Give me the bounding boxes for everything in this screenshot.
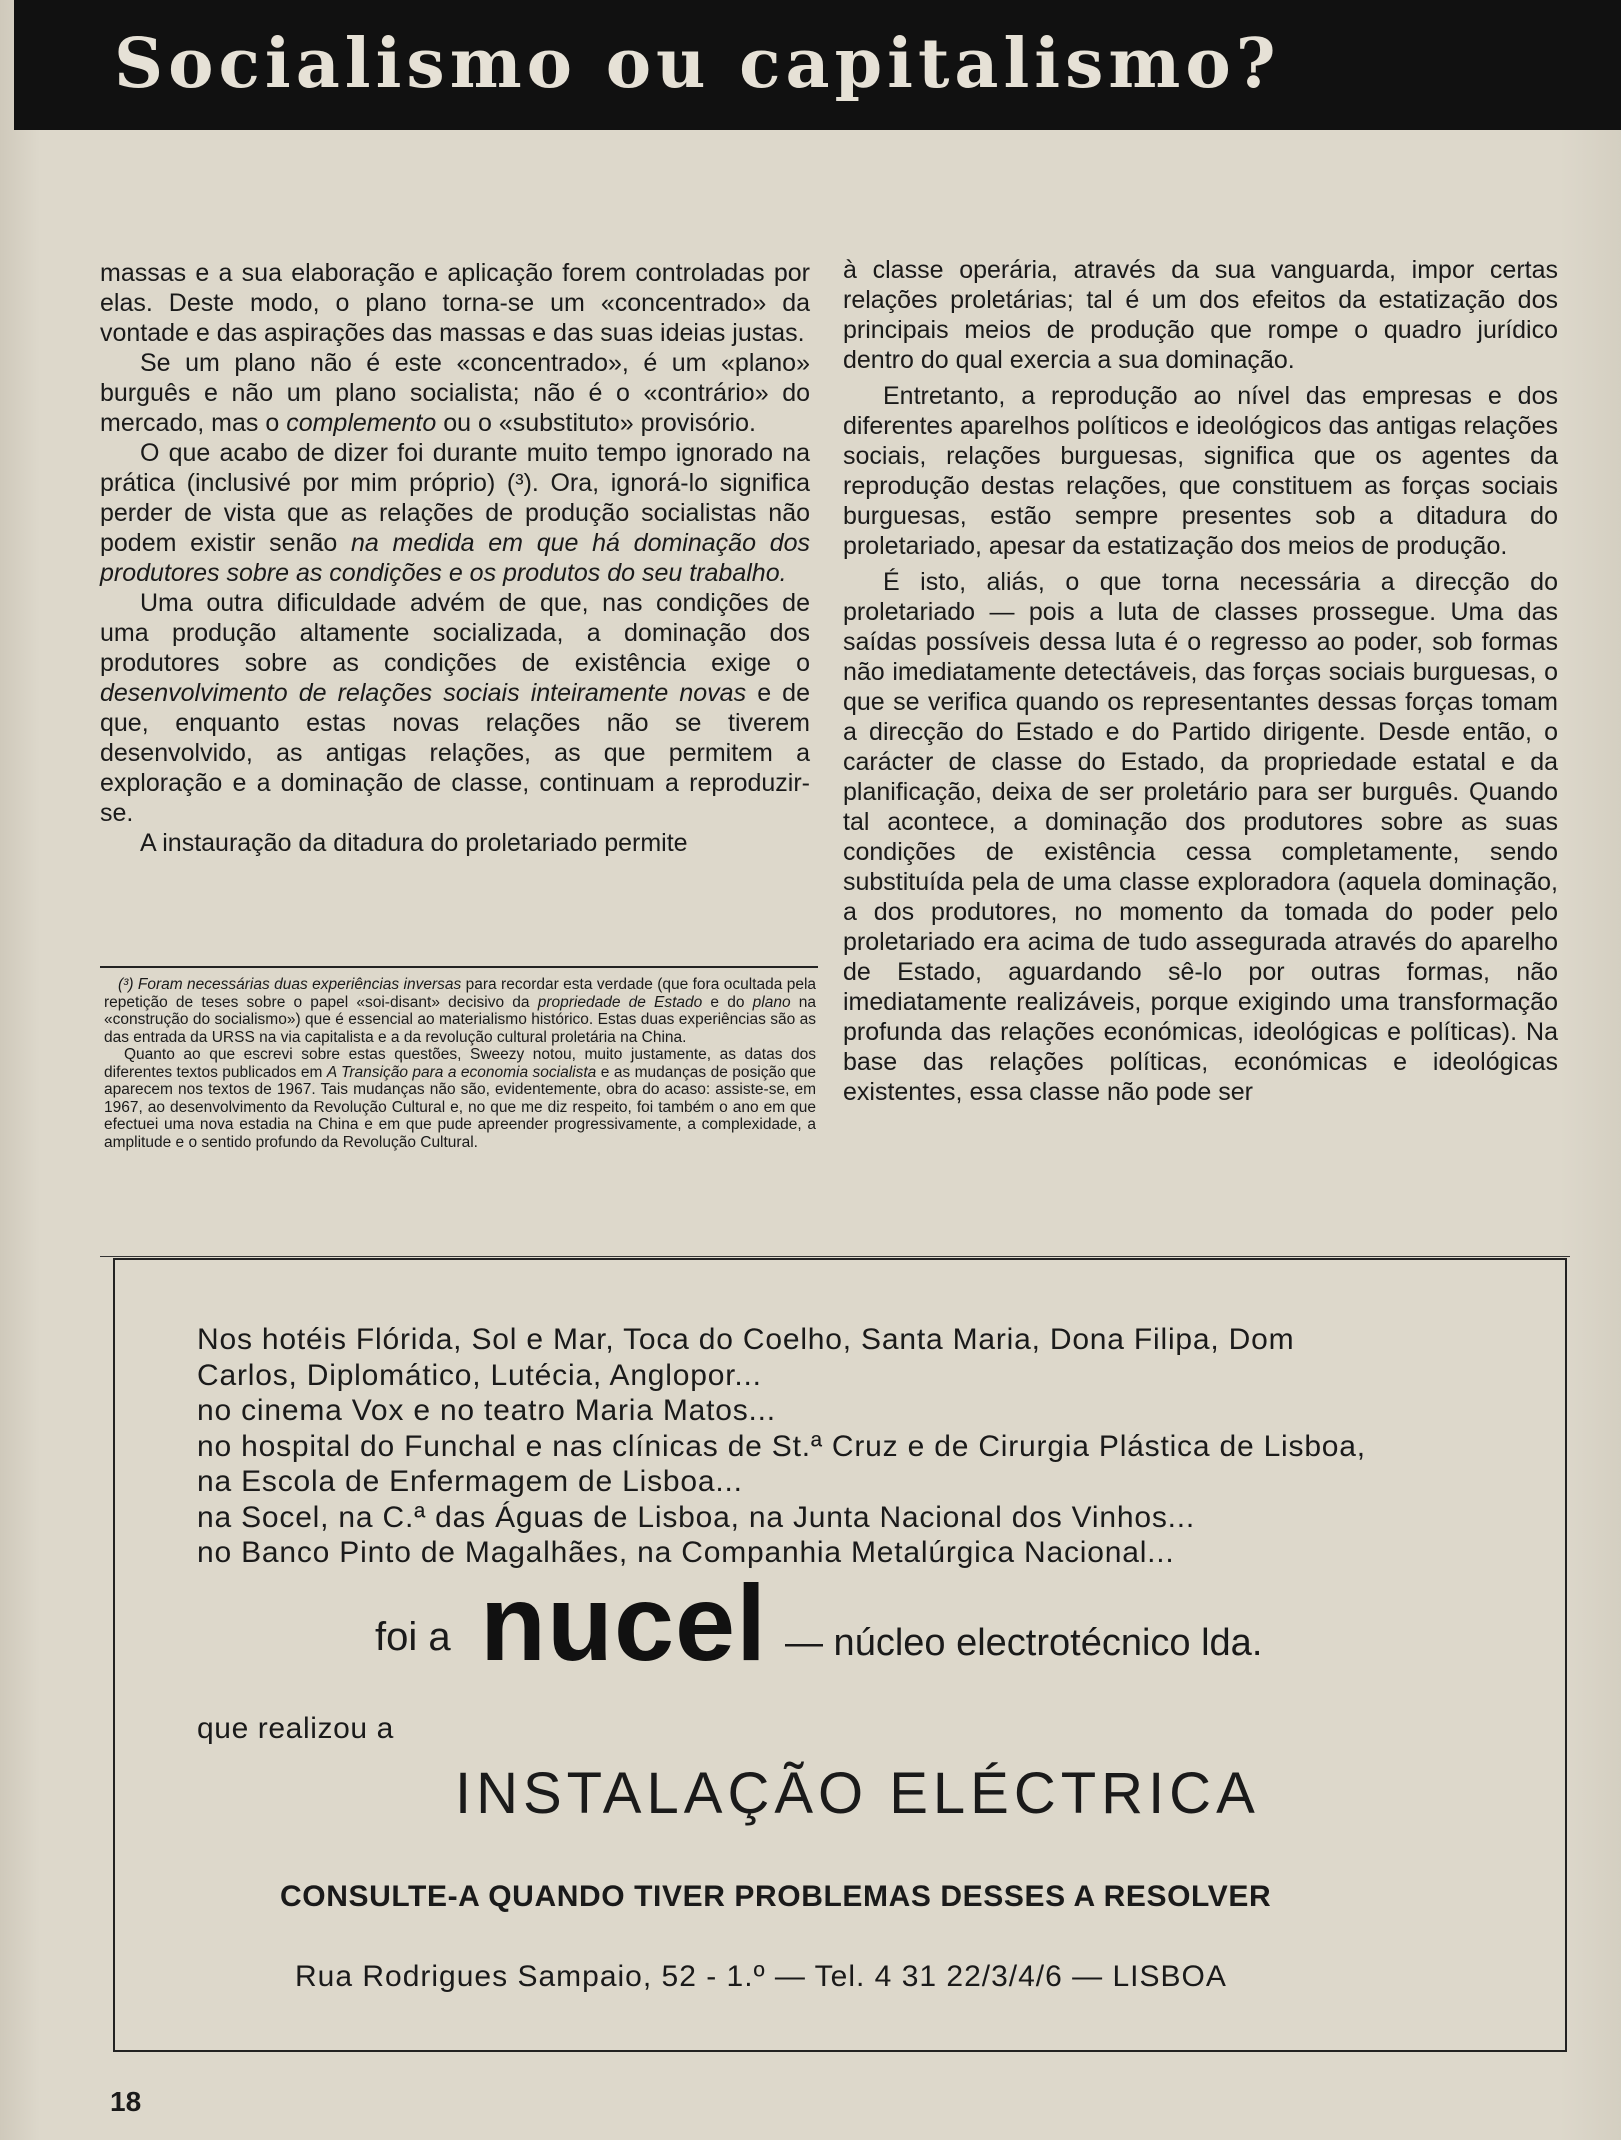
- footnote-text: A Transição para a economia socialista: [326, 1063, 597, 1081]
- right-paragraph-1: à classe operária, através da sua vanguarda, impor certas relações proletárias; tal é um dos efeitos da estatização dos principais meios de produção que rompe o quadro jurídico dentro do qual exercia a sua dominação.: [843, 256, 1558, 374]
- left-paragraph-2-tail: ou o «substituto» provisório.: [443, 409, 756, 437]
- left-paragraph-4-text: Uma outra dificuldade advém de que, nas condições de uma produção altamente socializada, a dominação dos produtores sobre as condições de existência exige o: [100, 589, 810, 677]
- emphasis-complemento: complemento: [286, 409, 437, 437]
- client-list: [197, 1322, 1497, 1571]
- realizou-text: que realizou a: [197, 1712, 394, 1745]
- left-paragraph-2: [100, 348, 810, 438]
- footnote-text: propriedade de Estado: [537, 993, 703, 1011]
- advertisement: [113, 1258, 1567, 2052]
- left-paragraph-3-text: O que acabo de dizer foi durante muito tempo ignorado na prática (inclusivé por mim próprio) (³). Ora, ignorá-lo significa perder de vista que as relações de produção socialistas não podem existir senão: [100, 439, 810, 557]
- client-line: na Escola de Enfermagem de Lisboa...: [197, 1465, 743, 1498]
- left-paragraph-4-tail: e de que, enquanto estas novas relações não se tiverem desenvolvido, as antigas relações, as que permitem a exploração e a dominação de classe, continuam a reproduzir-se.: [100, 679, 810, 827]
- client-line: no hospital do Funchal e nas clínicas de St.ª Cruz e de Cirurgia Plástica de Lisboa,: [197, 1429, 1366, 1463]
- footnote-paragraph-1: [104, 976, 816, 1046]
- footnote-text: na «construção do socialismo») que é essencial ao materialismo histórico. Estas duas experiências são as das entrada da URSS na via capitalista e a da revolução cultural proletária na China.: [104, 993, 816, 1046]
- client-line: Nos hotéis Flórida, Sol e Mar, Toca do Coelho, Santa Maria, Dona Filipa, Dom: [197, 1323, 1295, 1356]
- left-paragraph-4: [100, 588, 810, 828]
- emphasis-desenvolvimento: desenvolvimento de relações sociais inteiramente novas: [100, 679, 747, 707]
- footnote-text: Quanto ao que escrevi sobre estas questões, Sweezy notou, muito justamente, as datas dos diferentes textos publicados em: [104, 1046, 816, 1081]
- footnote-text: e do: [702, 993, 753, 1011]
- right-paragraph-2: Entretanto, a reprodução ao nível das empresas e dos diferentes aparelhos políticos e ideológicos das antigas relações sociais, relações burguesas, significa que os agentes da reprodução destas relações, que constituem as forças sociais burguesas, estão sempre presentes sob a ditadura do proletariado, apesar da estatização dos meios de produção.: [843, 382, 1558, 560]
- footnote-text: e as mudanças de posição que aparecem nos textos de 1967. Tais mudanças não são, evidentemente, obra do acaso: assiste-se, em 1967, ao desenvolvimento da Revolução Cultural e, no que me diz respeito, foi também o ano em que efectuei uma nova estadia na China e em que pude apreender progressivamente, a complexidade, a amplitude e o sentido profundo da Revolução Cultural.: [104, 1063, 816, 1151]
- client-line: na Socel, na C.ª das Águas de Lisboa, na Junta Nacional dos Vinhos...: [197, 1500, 1196, 1534]
- footnote-text: plano: [752, 993, 791, 1011]
- consult-line: CONSULTE-A QUANDO TIVER PROBLEMAS DESSES A RESOLVER: [280, 1880, 1272, 1913]
- page-number: 18: [110, 2086, 142, 2117]
- foi-a-text: foi a: [375, 1615, 451, 1659]
- client-line: Carlos, Diplomático, Lutécia, Anglopor...: [197, 1358, 762, 1392]
- service-heading: INSTALAÇÃO ELÉCTRICA: [455, 1761, 1260, 1826]
- brand-logo: nucel: [480, 1562, 768, 1683]
- footnote-divider: [100, 966, 818, 968]
- header-bar: [14, 0, 1621, 130]
- footnote-text: para recordar esta verdade (que fora ocultada pela repetição de teses sobre o papel «soi-disant» decisivo da: [104, 976, 817, 1011]
- left-paragraph-5: A instauração da ditadura do proletariado permite: [140, 829, 688, 857]
- footnote-paragraph-2: [104, 1046, 816, 1151]
- client-line: no cinema Vox e no teatro Maria Matos...: [197, 1394, 776, 1427]
- left-paragraph-2-text: Se um plano não é este «concentrado», é um «plano» burguês e não um plano socialista; não é o «contrário» do mercado, mas o: [100, 349, 810, 437]
- advertisement-top-rule: [100, 1256, 1570, 1257]
- address-line: Rua Rodrigues Sampaio, 52 - 1.º — Tel. 4 31 22/3/4/6 — LISBOA: [295, 1960, 1227, 1993]
- brand-subtitle: — núcleo electrotécnico lda.: [785, 1622, 1263, 1664]
- right-paragraph-3: É isto, aliás, o que torna necessária a direcção do proletariado — pois a luta de classes prossegue. Uma das saídas possíveis dessa luta é o regresso ao poder, sob formas não imediatamente detectáveis, das forças sociais burguesas, o que se verifica quando os representantes dessas forças tomam a direcção do Estado e do Partido dirigente. Desde então, o carácter de classe do Estado, da propriedade estatal e da planificação, deixa de ser proletário para ser burguês. Quando tal acontece, a dominação dos produtores sobre as suas condições de existência cessa completamente, sendo substituída pela de uma classe exploradora (aquela dominação, a dos produtores, no momento da tomada do poder pelo proletariado era acima de tudo assegurada através do aparelho de Estado, aguardando sê-lo por outras formas, não imediatamente realizáveis, porque exigindo uma transformação profunda das relações económicas, ideológicas e políticas). Na base das relações políticas, económicas e ideológicas existentes, essa classe não pode ser: [843, 568, 1558, 1106]
- emphasis-na-medida: na medida em que há dominação dos produtores sobre as condições e os produtos do seu trabalho.: [100, 529, 810, 587]
- right-column: [843, 255, 1558, 1107]
- left-column: [100, 258, 810, 858]
- client-line: no Banco Pinto de Magalhães, na Companhia Metalúrgica Nacional...: [197, 1536, 1175, 1569]
- footnote-text: (³) Foram necessárias duas experiências inversas: [118, 976, 462, 993]
- page-title: Socialismo ou capitalismo?: [114, 24, 1281, 104]
- left-paragraph-1: massas e a sua elaboração e aplicação forem controladas por elas. Deste modo, o plano torna-se um «concentrado» da vontade e das aspirações das massas e das suas ideias justas.: [100, 259, 810, 347]
- footnote: [104, 976, 816, 1151]
- left-paragraph-3: [100, 438, 810, 588]
